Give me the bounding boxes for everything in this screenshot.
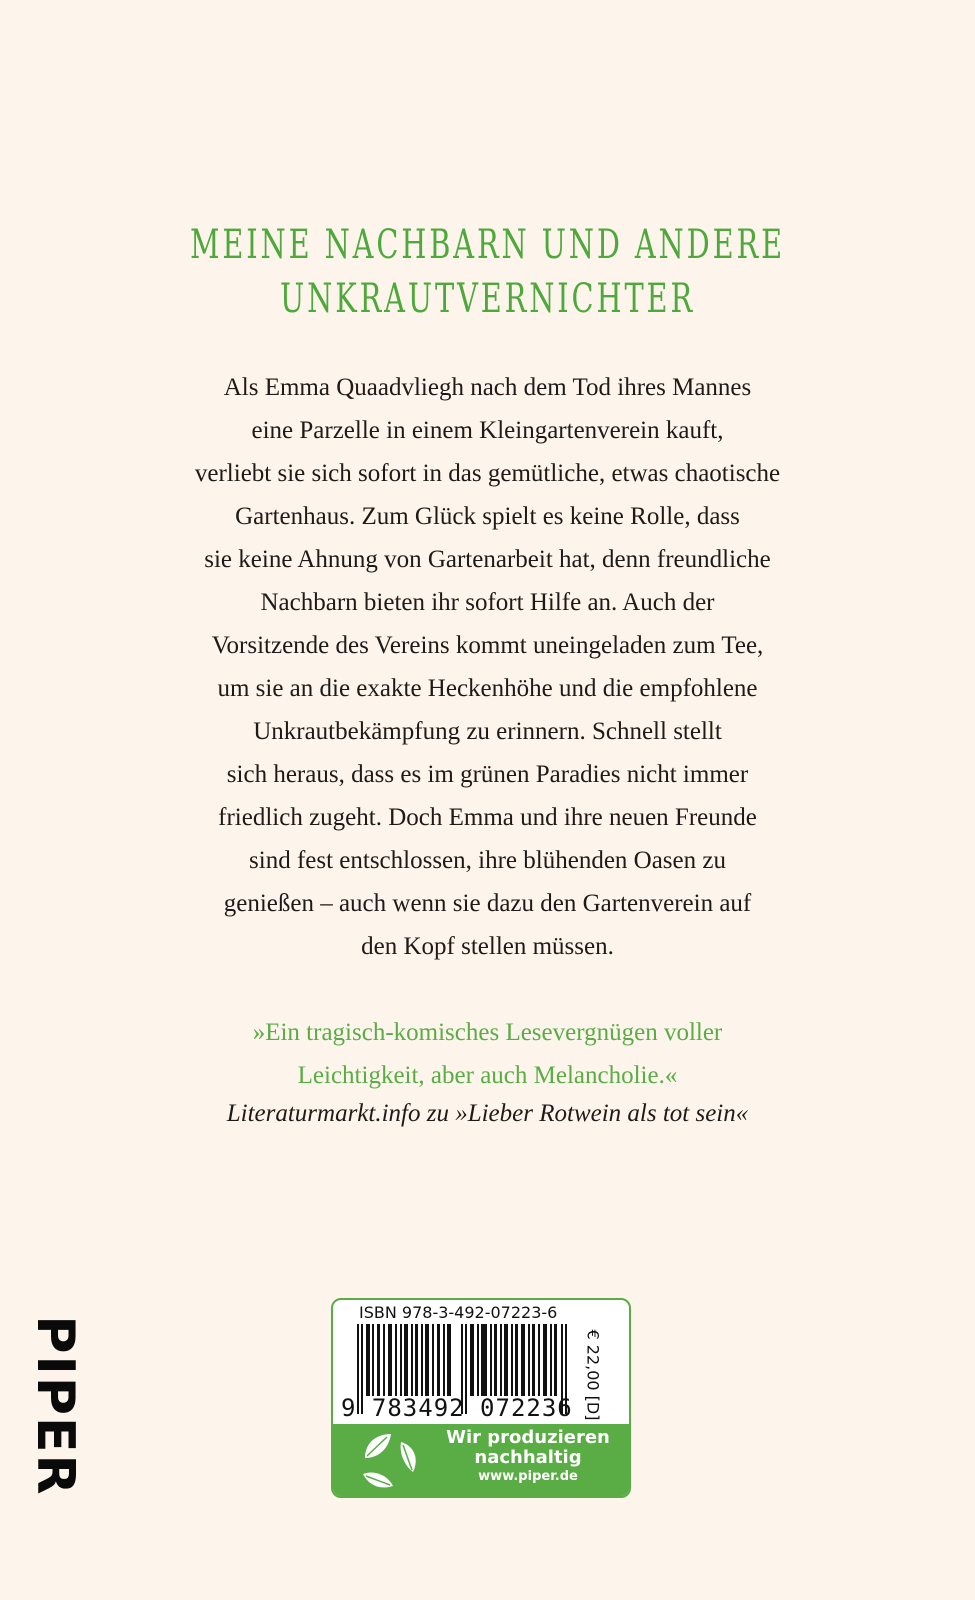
barcode-number: 9 783492 072236 [341, 1394, 573, 1422]
price-text: € 22,00 [D] [583, 1329, 603, 1421]
title-line-2: UNKRAUTVERNICHTER [279, 276, 696, 322]
blurb-line: Gartenhaus. Zum Glück spielt es keine Rolle, dass [235, 503, 740, 530]
eco-badge [333, 1424, 629, 1496]
book-title [137, 218, 839, 326]
blurb-line: Vorsitzende des Vereins kommt uneingeladen zum Tee, [211, 632, 764, 659]
blurb-line: um sie an die exakte Heckenhöhe und die empfohlene [217, 675, 758, 702]
blurb-line: Nachbarn bieten ihr sofort Hilfe an. Auch der [260, 589, 715, 616]
blurb-line: sind fest entschlossen, ihre blühenden Oasen zu [249, 847, 726, 874]
blurb-line: verliebt sie sich sofort in das gemütliche, etwas chaotische [194, 460, 781, 487]
blurb-line: Unkrautbekämpfung zu erinnern. Schnell stellt [253, 718, 722, 745]
recycle-leaves-icon [357, 1430, 427, 1492]
eco-text [433, 1428, 623, 1486]
blurb-line: Als Emma Quaadvliegh nach dem Tod ihres Mannes [223, 374, 752, 401]
quote-line: »Ein tragisch-komisches Lesevergnügen voller [252, 1019, 723, 1046]
eco-line-1: Wir produzieren [446, 1427, 610, 1448]
isbn-text: ISBN 978-3-492-07223-6 [359, 1303, 558, 1322]
quote-source: Literaturmarkt.info zu »Lieber Rotwein als tot sein« [226, 1100, 749, 1127]
blurb-line: friedlich zugeht. Doch Emma und ihre neuen Freunde [218, 804, 757, 831]
publisher-logo [25, 1315, 85, 1497]
book-blurb [0, 366, 975, 968]
blurb-line: sich heraus, dass es im grünen Paradies nicht immer [226, 761, 749, 788]
barcode-label [331, 1298, 631, 1498]
blurb-line: sie keine Ahnung von Gartenarbeit hat, denn freundliche [204, 546, 771, 573]
blurb-line: genießen – auch wenn sie dazu den Gartenverein auf [223, 890, 752, 917]
eco-url: www.piper.de [478, 1469, 578, 1484]
publisher-name: PIPER [25, 1315, 85, 1497]
review-quote [0, 1011, 975, 1097]
title-line-1: MEINE NACHBARN UND ANDERE [190, 222, 785, 268]
blurb-line: den Kopf stellen müssen. [361, 933, 614, 960]
eco-line-2: nachhaltig [474, 1447, 582, 1468]
quote-line: Leichtigkeit, aber auch Melancholie.« [297, 1062, 678, 1089]
price-tag [578, 1330, 608, 1420]
blurb-line: eine Parzelle in einem Kleingartenverein kauft, [251, 417, 724, 444]
